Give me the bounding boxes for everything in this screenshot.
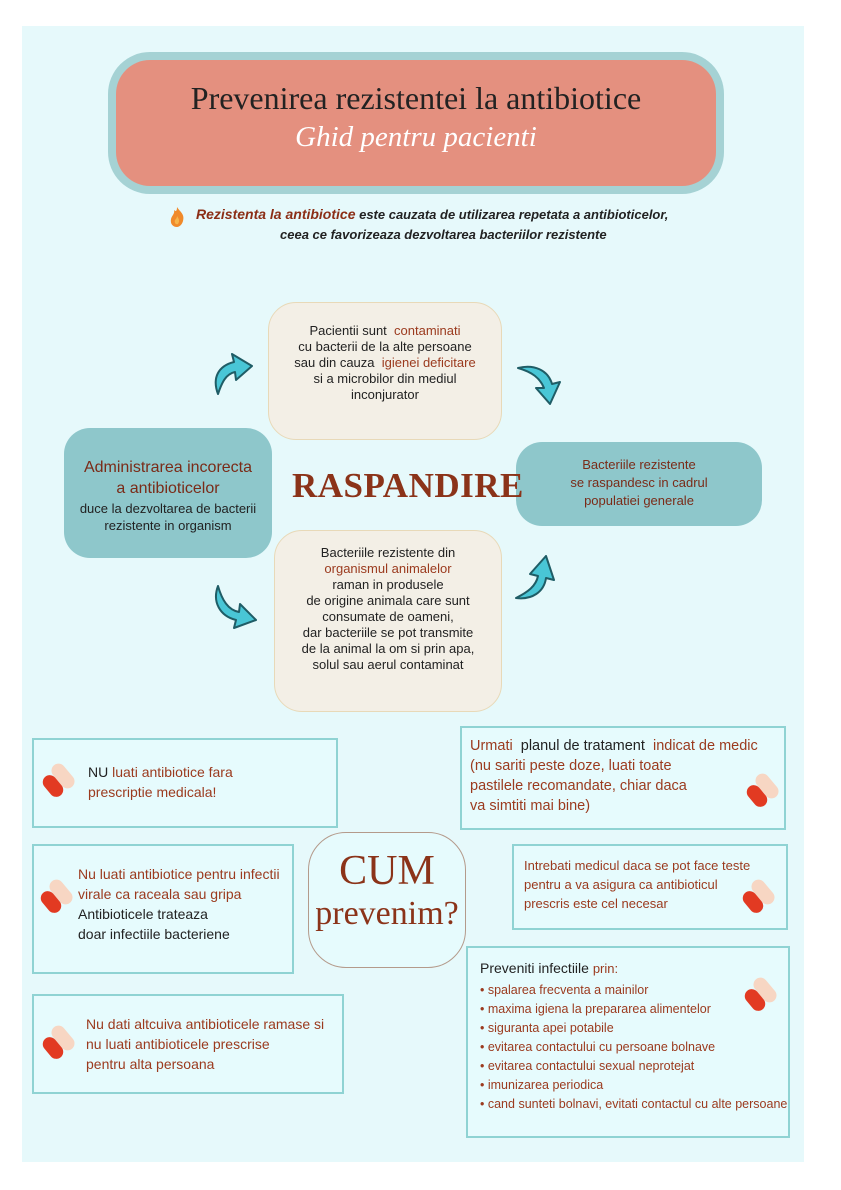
text: dar bacteriile se pot transmite xyxy=(302,625,474,640)
prevention-list-item: • imunizarea periodica xyxy=(480,1076,788,1095)
text: va simtiti mai bine) xyxy=(470,798,591,814)
text: pentru alta persoana xyxy=(86,1056,215,1072)
prevention-list-item: • evitarea contactului sexual neprotejat xyxy=(480,1057,788,1076)
text: pastilele recomandate, chiar daca xyxy=(470,778,687,794)
page-title: Prevenirea rezistentei la antibiotice xyxy=(190,80,642,116)
text: cu bacterii de la alte persoane xyxy=(298,339,472,354)
text: Bacteriile rezistente xyxy=(582,457,696,472)
text: Intrebati medicul daca se pot face teste xyxy=(524,858,751,873)
text: virale ca raceala sau gripa xyxy=(78,886,242,902)
text: nu luati antibioticele prescrise xyxy=(86,1036,270,1052)
text: a antibioticelor xyxy=(116,480,220,497)
text: solul sau aerul contaminat xyxy=(312,657,464,672)
text: Preveniti infectiile xyxy=(480,960,589,976)
cycle-right-box xyxy=(516,442,762,526)
text: Urmati xyxy=(470,738,513,754)
highlight-animals: organismul animalelor xyxy=(324,561,452,576)
pill-icon xyxy=(42,760,82,800)
text: Pacientii sunt xyxy=(309,323,387,338)
prevent-heading xyxy=(308,832,466,968)
text: inconjurator xyxy=(351,387,419,402)
text: raman in produsele xyxy=(332,577,444,592)
tip-follow-treatment xyxy=(460,726,786,830)
text: consumate de oameni, xyxy=(322,609,454,624)
text: pentru a va asigura ca antibioticul xyxy=(524,877,718,892)
text: indicat de medic xyxy=(652,738,758,754)
text: populatiei generale xyxy=(584,493,694,508)
intro-line-1: este cauzata de utilizarea repetata a antibioticelor, xyxy=(355,207,669,222)
prevention-list-item: • cand sunteti bolnavi, evitati contactul cu alte persoane xyxy=(480,1095,788,1114)
intro-highlight: Rezistenta la antibiotice xyxy=(196,206,356,222)
intro-line-2: ceea ce favorizeaza dezvoltarea bacteriilor rezistente xyxy=(280,227,607,242)
heading-line-1: CUM xyxy=(339,848,435,894)
curved-arrow-icon xyxy=(508,550,564,606)
text: prescris este cel necesar xyxy=(524,896,668,911)
prevention-list-item: • maxima igiena la prepararea alimentelor xyxy=(480,1000,788,1019)
text: Bacteriile rezistente din xyxy=(320,545,456,560)
text: si a microbilor din mediul xyxy=(313,371,457,386)
text: Administrarea incorecta xyxy=(83,459,253,476)
prevention-list-item: • spalarea frecventa a mainilor xyxy=(480,981,788,1000)
cycle-bottom-box xyxy=(274,530,502,712)
text: prescriptie medicala! xyxy=(88,784,217,800)
text: rezistente in organism xyxy=(104,518,232,533)
cycle-top-box xyxy=(268,302,502,440)
highlight-hygiene: igienei deficitare xyxy=(381,355,476,370)
highlight-contaminated: contaminati xyxy=(394,323,461,338)
tip-prevent-infections xyxy=(466,946,790,1138)
pill-icon xyxy=(40,876,80,916)
title-banner xyxy=(116,60,716,186)
text: planul de tratament xyxy=(520,738,645,754)
curved-arrow-icon xyxy=(206,344,262,400)
page-subtitle: Ghid pentru pacienti xyxy=(295,121,537,153)
text: (nu sariti peste doze, luati toate xyxy=(470,758,672,774)
text: de la animal la om si prin apa, xyxy=(301,641,475,656)
intro-text xyxy=(168,204,728,245)
curved-arrow-icon xyxy=(512,356,568,412)
text: luati antibiotice fara xyxy=(112,764,233,780)
prevention-list-item: • siguranta apei potabile xyxy=(480,1019,788,1038)
pill-icon xyxy=(744,974,784,1014)
text: duce la dezvoltarea de bacterii xyxy=(79,501,257,516)
prevention-list-item: • evitarea contactului cu persoane bolnave xyxy=(480,1038,788,1057)
curved-arrow-icon xyxy=(208,580,264,636)
heading-line-2: prevenim? xyxy=(315,895,459,932)
text: Nu dati altcuiva antibioticele ramase si xyxy=(86,1016,325,1032)
text: sau din cauza xyxy=(294,355,375,370)
text: prin: xyxy=(592,961,619,976)
cycle-left-box xyxy=(64,428,272,558)
text: NU xyxy=(88,764,109,780)
text: doar infectiile bacteriene xyxy=(78,926,230,942)
text: Antibioticele trateaza xyxy=(78,906,208,922)
text: se raspandesc in cadrul xyxy=(570,475,708,490)
cycle-center-label: RASPANDIRE xyxy=(292,466,524,505)
prevention-list xyxy=(480,981,788,1114)
text: Nu luati antibiotice pentru infectii xyxy=(78,866,280,882)
pill-icon xyxy=(42,1022,82,1062)
text: de origine animala care sunt xyxy=(306,593,470,608)
pill-icon xyxy=(742,876,782,916)
pill-icon xyxy=(746,770,786,810)
